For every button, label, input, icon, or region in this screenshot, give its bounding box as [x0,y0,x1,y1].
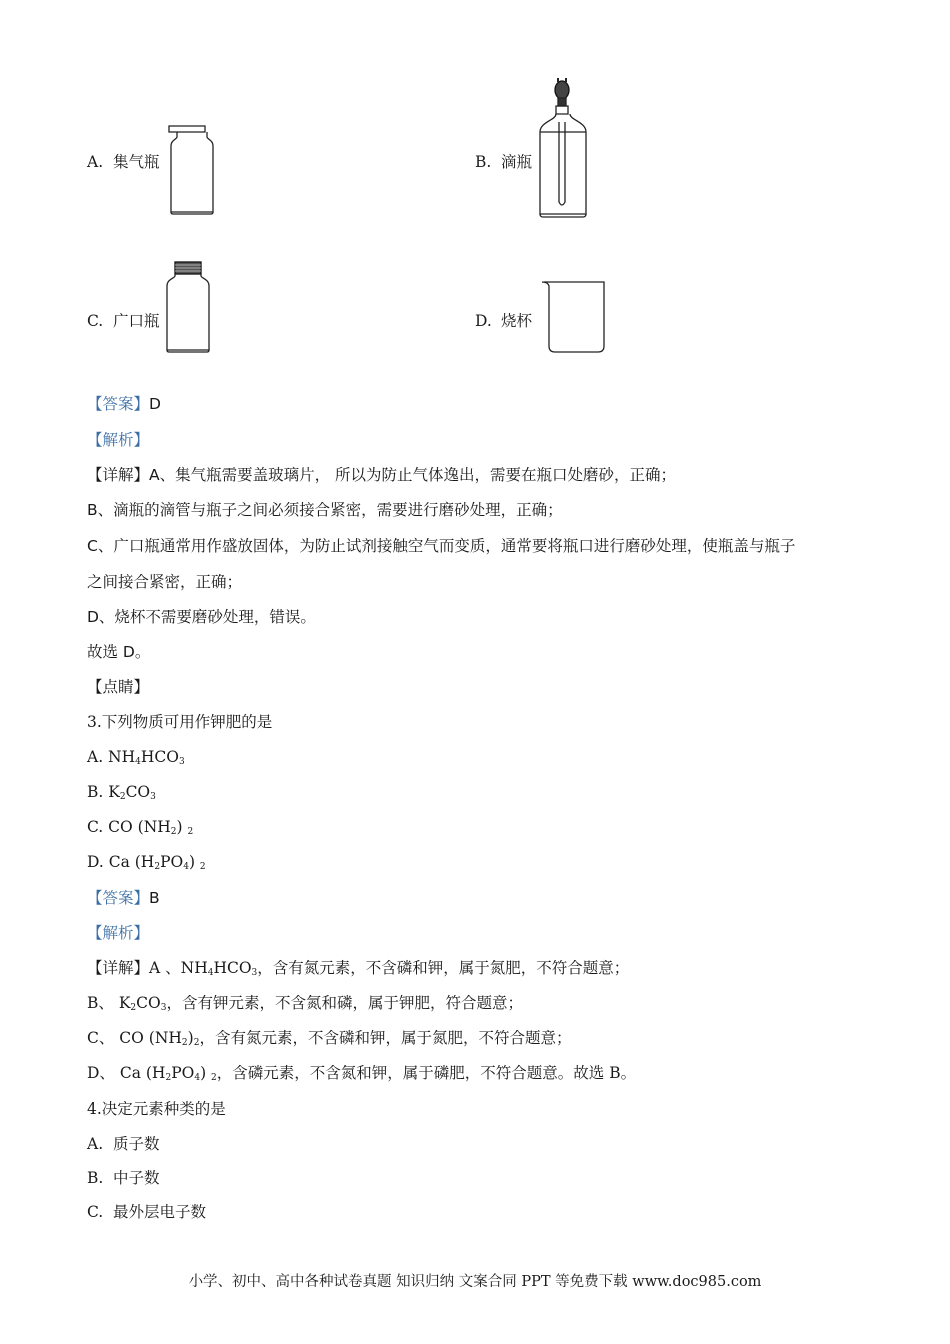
option-d [475,311,532,331]
detail-tag: 【详解】 [87,466,150,484]
detail-text: ，含有氮元素，不含磷和钾，属于氮肥，不符合题意； [199,1029,572,1047]
option-letter: B. [87,1169,104,1187]
gas-collecting-bottle-icon [165,124,217,216]
detail-line-6: 故选 D。 [87,643,151,661]
formula-part: ) [188,853,200,871]
option-label: 最外层电子数 [113,1203,207,1221]
q3-option-b [87,782,156,802]
page-footer: 小学、初中、高中各种试卷真题 知识归纳 文案合同 PPT 等免费下载 www.doc985.com [188,1274,762,1290]
formula-part: CO [136,994,161,1012]
option-label: 集气瓶 [113,153,160,171]
subscript: 2 [199,862,206,872]
detail-text: ，含磷元素，不含氮和钾，属于磷肥，不符合题意。故选 B。 [216,1064,637,1082]
detail-line-2: B、滴瓶的滴管与瓶子之间必须接合紧密，需要进行磨砂处理，正确； [87,501,563,519]
question-4-stem: 4.决定元素种类的是 [87,1100,226,1118]
subscript: 3 [160,1003,167,1013]
option-letter: B. [475,153,492,171]
subscript: 4 [135,757,141,767]
formula-part: ) [200,1064,212,1082]
subscript: 2 [165,1073,172,1083]
option-label: 质子数 [113,1135,160,1153]
analysis-tag: 【解析】 [87,431,150,449]
subscript: 3 [178,757,185,767]
q3-analysis-tag: 【解析】 [87,924,150,942]
answer-tag: 【答案】 [87,889,150,907]
detail-text: A、集气瓶需要盖玻璃片， 所以为防止气体逸出，需要在瓶口处磨砂，正确； [149,466,677,484]
option-b [475,152,532,172]
detail-tag: 【详解】 [87,959,150,977]
subscript: 2 [181,1038,188,1048]
detail-line-1 [87,465,676,485]
comment-tag: 【点睛】 [87,678,150,696]
formula-part: A 、NH [149,959,208,977]
formula-part: C、 CO (NH [87,1029,182,1047]
formula-part: PO [160,853,184,871]
q3-option-a [87,747,185,767]
formula-part: HCO [213,959,252,977]
answer-line [87,394,161,414]
detail-line-4: 之间接合紧密，正确； [87,573,243,591]
option-letter: C. [87,1203,104,1221]
wide-mouth-bottle-icon [163,258,213,354]
question-3-stem: 3.下列物质可用作钾肥的是 [87,713,273,731]
q3-answer-line [87,888,160,908]
subscript: 4 [194,1073,201,1083]
subscript: 2 [154,862,161,872]
option-label: 滴瓶 [501,153,533,171]
subscript: 2 [130,1003,137,1013]
option-label: 烧杯 [501,312,533,330]
beaker-icon [540,278,610,356]
subscript: 3 [150,792,156,802]
subscript: 4 [207,968,214,978]
q3-detail-d [87,1063,636,1083]
detail-text: ，含有氮元素，不含磷和钾，属于氮肥，不符合题意； [257,959,630,977]
formula-part: CO [125,783,151,801]
subscript: 2 [170,827,177,837]
formula-part: A. NH [87,748,136,766]
option-label: 广口瓶 [113,312,160,330]
option-letter: A. [87,1135,104,1153]
option-letter: D. [475,312,492,330]
answer-value: D [149,395,161,413]
q3-detail-c [87,1028,571,1048]
formula-part: D. Ca (H [87,853,155,871]
q3-option-c [87,817,193,837]
formula-part: D、 Ca (H [87,1064,166,1082]
subscript: 4 [183,862,189,872]
subscript: 2 [187,827,194,837]
detail-text: ，含有钾元素，不含氮和磷，属于钾肥，符合题意； [166,994,523,1012]
q4-option-c [87,1202,206,1222]
option-letter: C. [87,312,104,330]
formula-part: HCO [140,748,179,766]
subscript: 3 [251,968,258,978]
q3-detail-b [87,993,523,1013]
q4-option-b [87,1168,160,1188]
dropper-bottle-icon [536,76,590,220]
formula-part: B. K [87,783,120,801]
formula-part: ) [176,818,188,836]
subscript: 2 [119,792,126,802]
detail-line-5: D、烧杯不需要磨砂处理，错误。 [87,608,316,626]
formula-part: C. CO (NH [87,818,171,836]
q3-detail-a [87,958,629,978]
formula-part: ) [187,1029,194,1047]
q4-option-a [87,1134,160,1154]
option-label: 中子数 [113,1169,160,1187]
q3-option-d [87,852,206,872]
formula-part: PO [171,1064,195,1082]
option-a [87,152,160,172]
option-letter: A. [87,153,104,171]
answer-tag: 【答案】 [87,395,150,413]
option-c [87,311,160,331]
answer-value: B [149,889,160,907]
subscript: 2 [211,1073,217,1083]
formula-part: B、 K [87,994,131,1012]
subscript: 2 [193,1038,200,1048]
detail-line-3: C、广口瓶通常用作盛放固体，为防止试剂接触空气而变质，通常要将瓶口进行磨砂处理，使瓶盖与瓶子 [87,537,796,555]
